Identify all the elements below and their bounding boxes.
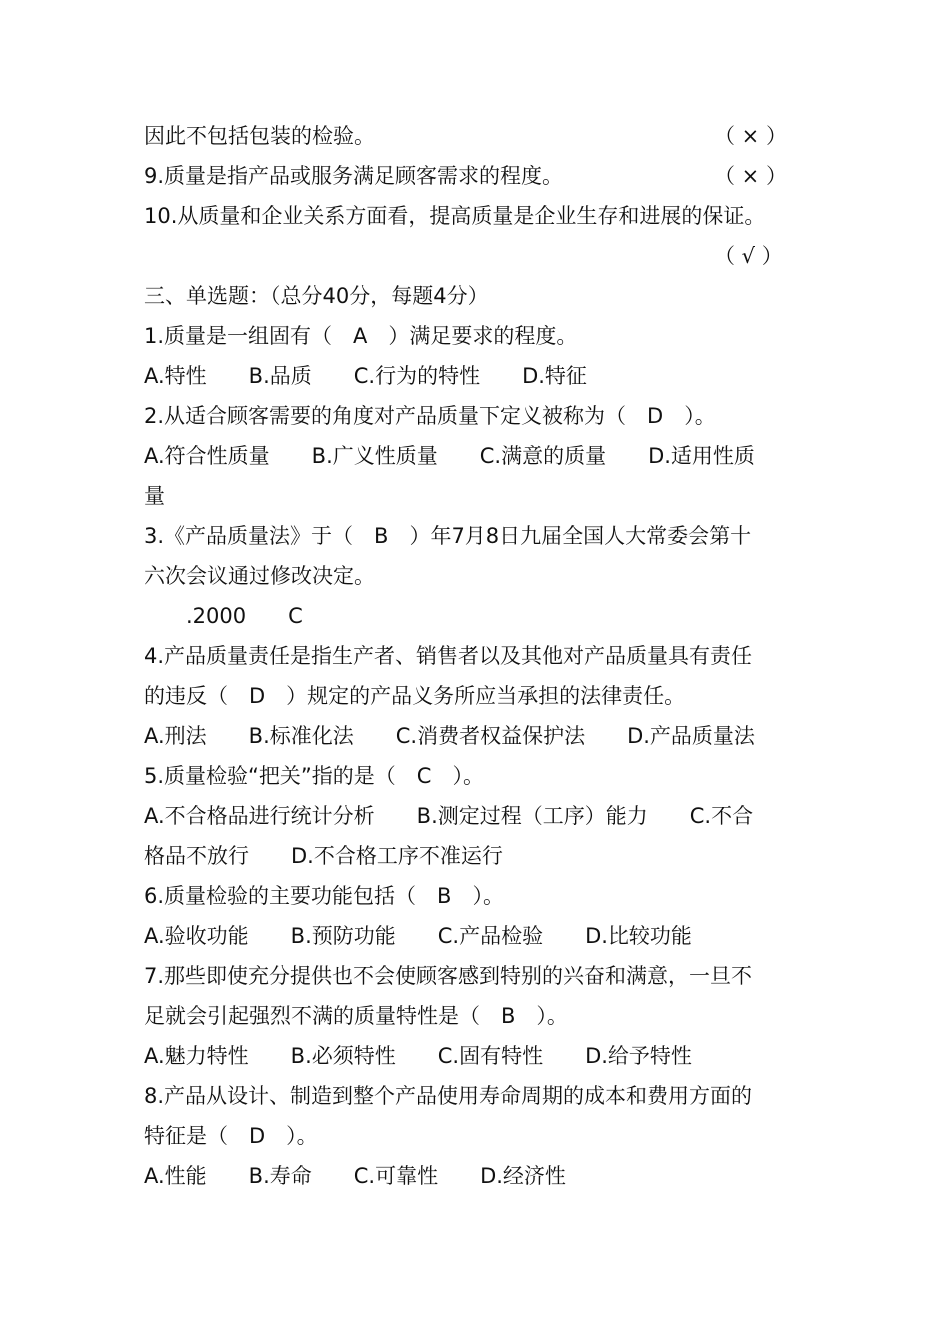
options-line: A.性能 B.寿命 C.可靠性 D.经济性 [144, 1164, 566, 1188]
question-line: 1.质量是一组固有（ A ）满足要求的程度。 [144, 324, 578, 348]
options-line: A.特性 B.品质 C.行为的特性 D.特征 [144, 364, 587, 388]
text-line: 10.从质量和企业关系方面看，提高质量是企业生存和进展的保证。 [144, 204, 766, 228]
answer-mark: （ × ） [714, 124, 787, 148]
options-line: A.符合性质量 B.广义性质量 C.满意的质量 D.适用性质 [144, 444, 755, 468]
options-line: A.魅力特性 B.必须特性 C.固有特性 D.给予特性 [144, 1044, 692, 1068]
question-line: 5.质量检验“把关”指的是（ C ）。 [144, 764, 484, 788]
question-line: 的违反（ D ）规定的产品义务所应当承担的法律责任。 [144, 684, 686, 708]
options-line: A.不合格品进行统计分析 B.测定过程（工序）能力 C.不合 [144, 804, 754, 828]
options-line: 格品不放行 D.不合格工序不准运行 [144, 844, 503, 868]
options-line: A.验收功能 B.预防功能 C.产品检验 D.比较功能 [144, 924, 692, 948]
answer-mark: （ × ） [714, 164, 787, 188]
section-heading: 三、单选题：（总分40分，每题4分） [144, 284, 489, 308]
question-line: 六次会议通过修改决定。 [144, 564, 375, 588]
question-line: 4.产品质量责任是指生产者、销售者以及其他对产品质量具有责任 [144, 644, 753, 668]
question-line: 8.产品从设计、制造到整个产品使用寿命周期的成本和费用方面的 [144, 1084, 753, 1108]
question-line: 足就会引起强烈不满的质量特性是（ B ）。 [144, 1004, 568, 1028]
question-line: 7.那些即使充分提供也不会使顾客感到特别的兴奋和满意，一旦不 [144, 964, 753, 988]
question-line: 2.从适合顾客需要的角度对产品质量下定义被称为（ D ）。 [144, 404, 716, 428]
options-line: .2000 C [144, 604, 303, 628]
answer-mark: （ √ ） [714, 244, 783, 268]
answer-mark [714, 196, 784, 236]
options-line: A.刑法 B.标准化法 C.消费者权益保护法 D.产品质量法 [144, 724, 755, 748]
text-line: 因此不包括包装的检验。 [144, 124, 375, 148]
options-line: 量 [144, 484, 165, 508]
text-line: 9.质量是指产品或服务满足顾客需求的程度。 [144, 164, 564, 188]
question-line: 3.《产品质量法》于（ B ）年7月8日九届全国人大常委会第十 [144, 524, 752, 548]
question-line: 6.质量检验的主要功能包括（ B ）。 [144, 884, 504, 908]
question-line: 特征是（ D ）。 [144, 1124, 318, 1148]
